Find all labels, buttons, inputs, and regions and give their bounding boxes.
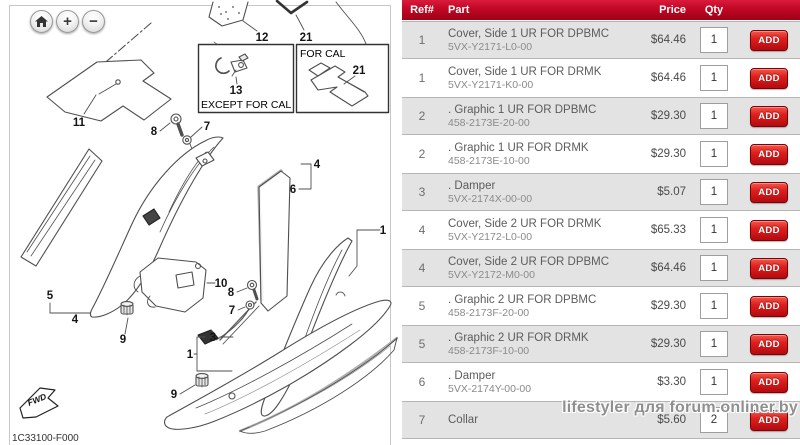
add-button[interactable]: ADD xyxy=(750,258,788,279)
callout-7-lower: 7 xyxy=(228,305,236,317)
grommet-9-upper xyxy=(121,302,133,334)
price-cell: $65.33 xyxy=(650,224,686,236)
zoom-out-button[interactable] xyxy=(82,10,105,33)
home-icon xyxy=(35,16,48,28)
price-cell: $29.30 xyxy=(650,148,686,160)
callout-10: 10 xyxy=(214,278,228,290)
add-cell xyxy=(738,30,800,51)
ref-cell: 7 xyxy=(418,413,426,427)
watermark: lifestyler для forum.onliner.by xyxy=(562,399,798,416)
add-button[interactable]: ADD xyxy=(750,372,788,393)
add-button[interactable]: ADD xyxy=(750,410,788,431)
qty-input[interactable] xyxy=(700,103,728,129)
part-name: Cover, Side 1 UR FOR DPBMC xyxy=(448,27,610,40)
ref-cell: 6 xyxy=(418,375,426,389)
price-cell: $64.46 xyxy=(650,72,686,84)
add-cell xyxy=(738,372,800,393)
callout-21-top: 21 xyxy=(299,32,313,44)
part-12-top xyxy=(209,2,257,31)
callout-8-top: 8 xyxy=(150,126,158,138)
plus-icon: + xyxy=(63,13,72,30)
ref-cell: 2 xyxy=(418,147,426,161)
callout-12: 12 xyxy=(255,32,269,44)
add-cell xyxy=(738,296,800,317)
add-cell xyxy=(738,334,800,355)
part-name: . Graphic 1 UR FOR DPBMC xyxy=(448,103,597,116)
ref-cell: 1 xyxy=(418,71,426,85)
for-cal-label: FOR CAL xyxy=(300,48,346,60)
home-button[interactable] xyxy=(30,10,53,33)
part-name: . Graphic 1 UR FOR DRMK xyxy=(448,141,589,154)
col-part: Part xyxy=(448,4,470,16)
price-cell: $64.46 xyxy=(650,34,686,46)
col-price: Price xyxy=(659,4,686,16)
cover-5-4-left xyxy=(21,149,102,313)
add-cell xyxy=(738,258,800,279)
part-number: 5VX-2174X-00-00 xyxy=(448,192,533,205)
part-number: 5VX-Y2172-M0-00 xyxy=(448,268,535,281)
price-cell: $5.60 xyxy=(657,414,686,426)
callout-9-lower: 9 xyxy=(170,389,178,401)
qty-input[interactable] xyxy=(700,27,728,53)
callout-11: 11 xyxy=(72,117,86,129)
qty-cell xyxy=(690,141,738,167)
add-button[interactable]: ADD xyxy=(750,334,788,355)
qty-cell xyxy=(690,293,738,319)
parts-rows xyxy=(402,21,800,439)
qty-input[interactable] xyxy=(700,331,728,357)
table-row xyxy=(402,97,800,135)
part-number: 458-2173E-10-00 xyxy=(448,154,530,167)
qty-input[interactable] xyxy=(700,179,728,205)
callout-4-left: 4 xyxy=(71,314,79,326)
part-cell xyxy=(442,180,612,205)
qty-cell xyxy=(690,65,738,91)
price-cell: $5.07 xyxy=(657,186,686,198)
ref-cell: 1 xyxy=(418,33,426,47)
table-row xyxy=(402,287,800,325)
part-number: 5VX-Y2171-K0-00 xyxy=(448,78,534,91)
qty-input[interactable] xyxy=(700,217,728,243)
qty-input[interactable] xyxy=(700,293,728,319)
part-cell xyxy=(442,28,612,53)
part-name: Cover, Side 2 UR FOR DPBMC xyxy=(448,255,610,268)
qty-cell xyxy=(690,27,738,53)
add-button[interactable]: ADD xyxy=(750,30,788,51)
callout-9-upper: 9 xyxy=(119,334,127,346)
add-button[interactable]: ADD xyxy=(750,144,788,165)
callout-6: 6 xyxy=(289,184,297,196)
part-number: 5VX-2174Y-00-00 xyxy=(448,382,532,395)
part-cell xyxy=(442,256,612,281)
part-name: . Damper xyxy=(448,369,496,382)
price-cell: $64.46 xyxy=(650,262,686,274)
qty-input[interactable] xyxy=(700,65,728,91)
add-cell xyxy=(738,68,800,89)
add-button[interactable]: ADD xyxy=(750,220,788,241)
part-cell xyxy=(442,66,612,91)
qty-cell xyxy=(690,369,738,395)
add-button[interactable]: ADD xyxy=(750,296,788,317)
diagram-code: 1C33100-F000 xyxy=(12,433,79,444)
part-name: Collar xyxy=(448,413,479,426)
add-button[interactable]: ADD xyxy=(750,68,788,89)
ref-cell: 4 xyxy=(418,261,426,275)
part-number: 5VX-Y2171-L0-00 xyxy=(448,40,533,53)
qty-input[interactable] xyxy=(700,407,728,433)
table-header xyxy=(402,0,800,21)
col-qty: Qty xyxy=(704,4,724,16)
callout-3: 3 xyxy=(209,332,217,344)
price-cell: $3.30 xyxy=(657,376,686,388)
add-cell xyxy=(738,144,800,165)
part-cell xyxy=(442,218,612,243)
part-number: 5VX-Y2172-L0-00 xyxy=(448,230,533,243)
price-cell: $29.30 xyxy=(650,300,686,312)
qty-cell xyxy=(690,407,738,433)
table-row xyxy=(402,363,800,401)
grommet-9-lower xyxy=(180,374,208,394)
part-number: 458-2173F-10-00 xyxy=(448,344,530,357)
add-button[interactable]: ADD xyxy=(750,182,788,203)
callout-7-top: 7 xyxy=(203,121,211,133)
graphic-panel-6 xyxy=(259,164,311,311)
except-for-cal-label: EXCEPT FOR CAL xyxy=(201,99,292,111)
add-cell xyxy=(738,220,800,241)
callout-1-right: 1 xyxy=(379,225,387,237)
part-name: Cover, Side 2 UR FOR DRMK xyxy=(448,217,602,230)
qty-cell xyxy=(690,255,738,281)
part-cell xyxy=(442,370,612,395)
ref-cell: 4 xyxy=(418,223,426,237)
qty-input[interactable] xyxy=(700,255,728,281)
fwd-label: FWD xyxy=(26,391,48,408)
part-cell xyxy=(442,142,612,167)
add-cell xyxy=(738,106,800,127)
part-cell xyxy=(442,104,612,129)
part-21-top xyxy=(277,1,366,44)
part-11-mat xyxy=(47,60,171,121)
qty-input[interactable] xyxy=(700,141,728,167)
part-cell xyxy=(442,414,612,427)
table-row xyxy=(402,173,800,211)
table-row xyxy=(402,325,800,363)
part-number: 458-2173F-20-00 xyxy=(448,306,530,319)
table-row xyxy=(402,135,800,173)
callout-5: 5 xyxy=(46,290,54,302)
diagram-toolbar xyxy=(30,10,105,33)
qty-cell xyxy=(690,217,738,243)
qty-cell xyxy=(690,331,738,357)
table-row xyxy=(402,401,800,439)
callout-4: 4 xyxy=(313,159,321,171)
damper-rail-3 xyxy=(220,302,259,344)
part-name: . Graphic 2 UR FOR DRMK xyxy=(448,331,589,344)
ref-cell: 5 xyxy=(418,299,426,313)
part-name: . Graphic 2 UR FOR DPBMC xyxy=(448,293,597,306)
callout-8-lower: 8 xyxy=(227,287,235,299)
add-cell xyxy=(738,410,800,431)
qty-cell xyxy=(690,179,738,205)
parts-table-panel xyxy=(402,0,800,436)
table-row xyxy=(402,59,800,97)
callout-21-cal: 21 xyxy=(352,65,366,77)
ref-cell: 3 xyxy=(418,185,426,199)
table-row xyxy=(402,211,800,249)
part-name: . Damper xyxy=(448,179,496,192)
part-number: 458-2173E-20-00 xyxy=(448,116,530,129)
col-ref: Ref# xyxy=(410,4,434,16)
zoom-in-button[interactable] xyxy=(56,10,79,33)
price-cell: $29.30 xyxy=(650,110,686,122)
callout-13: 13 xyxy=(229,85,243,97)
price-cell: $29.30 xyxy=(650,338,686,350)
table-row xyxy=(402,249,800,287)
ref-cell: 2 xyxy=(418,109,426,123)
table-row xyxy=(402,21,800,59)
qty-cell xyxy=(690,103,738,129)
callout-1-lower: 1 xyxy=(186,349,194,361)
minus-icon: − xyxy=(89,13,98,30)
add-cell xyxy=(738,182,800,203)
qty-input[interactable] xyxy=(700,369,728,395)
ref-cell: 5 xyxy=(418,337,426,351)
part-cell xyxy=(442,332,612,357)
add-button[interactable]: ADD xyxy=(750,106,788,127)
part-cell xyxy=(442,294,612,319)
part-name: Cover, Side 1 UR FOR DRMK xyxy=(448,65,602,78)
